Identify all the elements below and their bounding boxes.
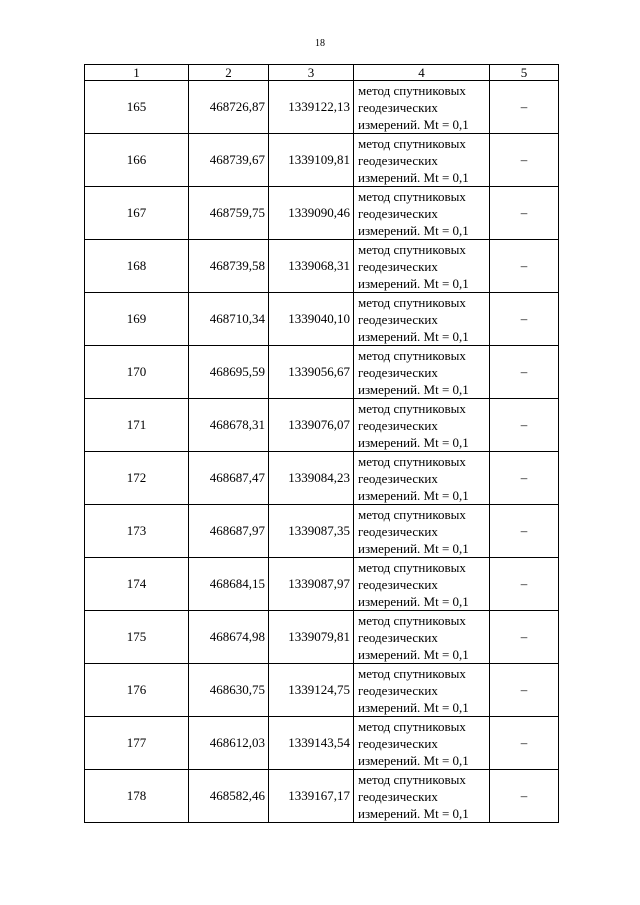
table-row — [85, 611, 559, 664]
method-line: геодезических — [358, 788, 438, 804]
method-line: измерений. Mt = 0,1 — [358, 328, 469, 344]
column-5-cell: – — [490, 240, 559, 293]
point-number-cell: 169 — [85, 293, 189, 346]
method-line: метод спутниковых — [358, 241, 466, 257]
table-row — [85, 717, 559, 770]
x-coordinate-cell: 468710,34 — [189, 293, 269, 346]
method-cell — [354, 240, 490, 293]
column-5-cell: – — [490, 81, 559, 134]
method-line: измерений. Mt = 0,1 — [358, 169, 469, 185]
x-coordinate-cell: 468678,31 — [189, 399, 269, 452]
method-cell — [354, 505, 490, 558]
x-coordinate-cell: 468684,15 — [189, 558, 269, 611]
table-row — [85, 770, 559, 823]
table-row — [85, 399, 559, 452]
method-line: метод спутниковых — [358, 506, 466, 522]
method-line: геодезических — [358, 417, 438, 433]
y-coordinate-cell: 1339079,81 — [269, 611, 354, 664]
point-number-cell: 178 — [85, 770, 189, 823]
column-5-cell: – — [490, 346, 559, 399]
column-5-cell: – — [490, 505, 559, 558]
column-header-2: 2 — [189, 65, 269, 81]
method-line: измерений. Mt = 0,1 — [358, 540, 469, 556]
y-coordinate-cell: 1339084,23 — [269, 452, 354, 505]
column-5-cell: – — [490, 187, 559, 240]
table-row — [85, 81, 559, 134]
method-line: геодезических — [358, 99, 438, 115]
method-line: геодезических — [358, 682, 438, 698]
table-row — [85, 558, 559, 611]
column-5-cell: – — [490, 770, 559, 823]
method-line: геодезических — [358, 258, 438, 274]
table-row — [85, 293, 559, 346]
method-line: метод спутниковых — [358, 400, 466, 416]
method-line: геодезических — [358, 311, 438, 327]
method-line: измерений. Mt = 0,1 — [358, 593, 469, 609]
x-coordinate-cell: 468687,47 — [189, 452, 269, 505]
method-line: геодезических — [358, 576, 438, 592]
y-coordinate-cell: 1339087,35 — [269, 505, 354, 558]
column-header-5: 5 — [490, 65, 559, 81]
method-line: измерений. Mt = 0,1 — [358, 116, 469, 132]
method-cell — [354, 452, 490, 505]
x-coordinate-cell: 468612,03 — [189, 717, 269, 770]
column-5-cell: – — [490, 717, 559, 770]
method-line: метод спутниковых — [358, 188, 466, 204]
y-coordinate-cell: 1339109,81 — [269, 134, 354, 187]
method-cell — [354, 770, 490, 823]
y-coordinate-cell: 1339090,46 — [269, 187, 354, 240]
point-number-cell: 174 — [85, 558, 189, 611]
column-5-cell: – — [490, 134, 559, 187]
point-number-cell: 175 — [85, 611, 189, 664]
x-coordinate-cell: 468759,75 — [189, 187, 269, 240]
y-coordinate-cell: 1339040,10 — [269, 293, 354, 346]
method-line: измерений. Mt = 0,1 — [358, 752, 469, 768]
method-cell — [354, 717, 490, 770]
x-coordinate-cell: 468687,97 — [189, 505, 269, 558]
method-cell — [354, 187, 490, 240]
point-number-cell: 171 — [85, 399, 189, 452]
column-5-cell: – — [490, 611, 559, 664]
table-row — [85, 664, 559, 717]
method-cell — [354, 664, 490, 717]
x-coordinate-cell: 468739,67 — [189, 134, 269, 187]
method-cell — [354, 611, 490, 664]
point-number-cell: 172 — [85, 452, 189, 505]
column-5-cell: – — [490, 452, 559, 505]
method-line: метод спутниковых — [358, 453, 466, 469]
x-coordinate-cell: 468726,87 — [189, 81, 269, 134]
y-coordinate-cell: 1339056,67 — [269, 346, 354, 399]
table-header — [85, 65, 559, 81]
y-coordinate-cell: 1339122,13 — [269, 81, 354, 134]
table-row — [85, 452, 559, 505]
column-header-3: 3 — [269, 65, 354, 81]
method-cell — [354, 134, 490, 187]
column-header-4: 4 — [354, 65, 490, 81]
method-line: геодезических — [358, 364, 438, 380]
table-row — [85, 187, 559, 240]
point-number-cell: 166 — [85, 134, 189, 187]
column-5-cell: – — [490, 399, 559, 452]
column-header-1: 1 — [85, 65, 189, 81]
method-line: измерений. Mt = 0,1 — [358, 275, 469, 291]
method-line: геодезических — [358, 205, 438, 221]
page-number: 18 — [315, 38, 325, 49]
method-line: измерений. Mt = 0,1 — [358, 487, 469, 503]
x-coordinate-cell: 468674,98 — [189, 611, 269, 664]
point-number-cell: 165 — [85, 81, 189, 134]
point-number-cell: 167 — [85, 187, 189, 240]
y-coordinate-cell: 1339087,97 — [269, 558, 354, 611]
method-line: метод спутниковых — [358, 665, 466, 681]
coordinates-table — [84, 64, 559, 823]
method-line: измерений. Mt = 0,1 — [358, 699, 469, 715]
header-row — [85, 65, 559, 81]
table-row — [85, 346, 559, 399]
y-coordinate-cell: 1339124,75 — [269, 664, 354, 717]
method-line: измерений. Mt = 0,1 — [358, 434, 469, 450]
point-number-cell: 176 — [85, 664, 189, 717]
point-number-cell: 170 — [85, 346, 189, 399]
method-line: измерений. Mt = 0,1 — [358, 646, 469, 662]
point-number-cell: 173 — [85, 505, 189, 558]
point-number-cell: 168 — [85, 240, 189, 293]
method-line: метод спутниковых — [358, 718, 466, 734]
method-line: метод спутниковых — [358, 771, 466, 787]
x-coordinate-cell: 468582,46 — [189, 770, 269, 823]
method-line: метод спутниковых — [358, 559, 466, 575]
table-body — [85, 81, 559, 823]
method-line: метод спутниковых — [358, 135, 466, 151]
method-line: геодезических — [358, 523, 438, 539]
table-row — [85, 505, 559, 558]
method-line: метод спутниковых — [358, 82, 466, 98]
column-5-cell: – — [490, 558, 559, 611]
method-line: геодезических — [358, 152, 438, 168]
y-coordinate-cell: 1339076,07 — [269, 399, 354, 452]
x-coordinate-cell: 468630,75 — [189, 664, 269, 717]
y-coordinate-cell: 1339167,17 — [269, 770, 354, 823]
table-row — [85, 134, 559, 187]
column-5-cell: – — [490, 293, 559, 346]
y-coordinate-cell: 1339068,31 — [269, 240, 354, 293]
method-cell — [354, 558, 490, 611]
method-line: измерений. Mt = 0,1 — [358, 805, 469, 821]
method-line: геодезических — [358, 470, 438, 486]
method-cell — [354, 346, 490, 399]
method-line: измерений. Mt = 0,1 — [358, 222, 469, 238]
x-coordinate-cell: 468739,58 — [189, 240, 269, 293]
x-coordinate-cell: 468695,59 — [189, 346, 269, 399]
method-line: измерений. Mt = 0,1 — [358, 381, 469, 397]
table-row — [85, 240, 559, 293]
method-line: геодезических — [358, 735, 438, 751]
method-line: геодезических — [358, 629, 438, 645]
point-number-cell: 177 — [85, 717, 189, 770]
y-coordinate-cell: 1339143,54 — [269, 717, 354, 770]
method-cell — [354, 81, 490, 134]
column-5-cell: – — [490, 664, 559, 717]
method-cell — [354, 293, 490, 346]
method-line: метод спутниковых — [358, 347, 466, 363]
method-line: метод спутниковых — [358, 612, 466, 628]
method-line: метод спутниковых — [358, 294, 466, 310]
method-cell — [354, 399, 490, 452]
